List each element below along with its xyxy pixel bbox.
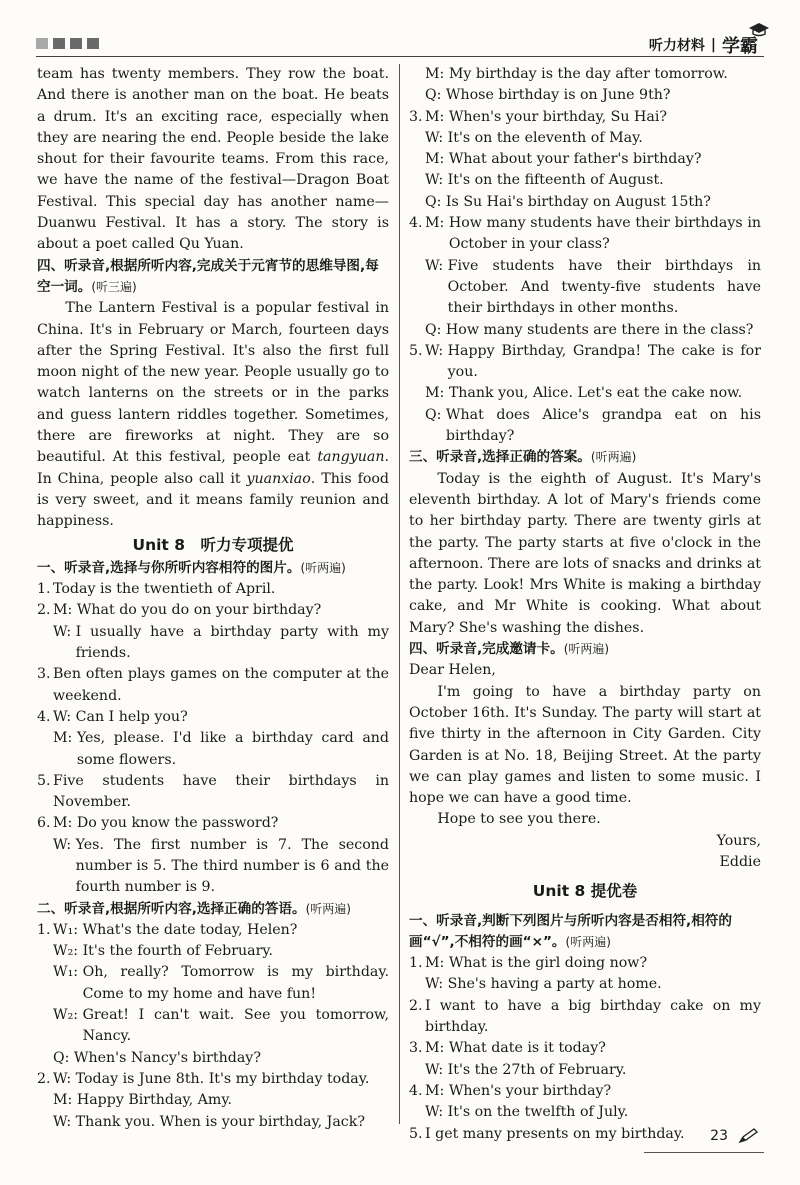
- dialogue-line: [53, 728, 389, 771]
- footer-divider: [644, 1152, 764, 1153]
- dialogue-text: What does Alice's grandpa eat on his birthday?: [445, 406, 761, 445]
- invitation-passage: I'm going to have a birthday party on October 16th. It's Sunday. The party will start at five thirty in the afternoon in City Garden. City Garden is at No. 18, Beijing Street. At the party we can play games and listen to some music. I hope we can have a good time.: [409, 683, 761, 807]
- dialogue-line: [425, 128, 761, 149]
- dialogue-text: Happy Birthday, Grandpa! The cake is for you.: [447, 342, 761, 381]
- dialogue-line: [53, 1048, 389, 1069]
- dialogue-line: [425, 192, 761, 213]
- dialogue-line: [425, 213, 761, 256]
- dialogue-text: When's your birthday?: [448, 1082, 612, 1099]
- speaker-label: W:: [425, 1061, 448, 1078]
- dialogue-text: How many students are there in the class?: [445, 321, 754, 338]
- graduation-cap-icon: [748, 22, 770, 38]
- speaker-label: Q:: [53, 1049, 74, 1066]
- dialogue-line: [425, 341, 761, 384]
- dialogue-text: Is Su Hai's birthday on August 15th?: [445, 193, 711, 210]
- dialogue-text: Happy Birthday, Amy.: [76, 1092, 232, 1109]
- item-number: 1.: [409, 955, 423, 972]
- unit-title-test: Unit 8 提优卷: [532, 882, 638, 901]
- dialogue-line: [425, 953, 761, 974]
- speaker-label: Q:: [425, 193, 446, 210]
- speaker-label: W₁:: [53, 964, 83, 981]
- speaker-label: M:: [425, 108, 449, 125]
- speaker-label: M:: [425, 66, 449, 82]
- mary-birthday-passage: Today is the eighth of August. It's Mary's eleventh birthday. A lot of Mary's friends come to her birthday party. There are twenty girls at the party. The party starts at five o'clock in the afternoon. There are lots of snacks and drinks at the party. Look! Mrs White is making a birthday cake, and Mr White is cooking. What about Mary? She's washing the dishes.: [409, 470, 761, 636]
- speaker-label: M:: [425, 215, 449, 232]
- header-decoration: [36, 38, 99, 49]
- dialogue-line: [53, 813, 389, 834]
- list-item: [409, 1124, 761, 1145]
- speaker-label: W:: [425, 976, 448, 993]
- dialogue-text: How many students have their birthdays in October in your class?: [448, 215, 761, 253]
- list-item: [37, 813, 389, 898]
- section-1-items: [37, 579, 389, 898]
- dialogue-text: What is the girl doing now?: [448, 955, 648, 972]
- dialogue-line: [53, 941, 389, 962]
- dialogue-text: Today is June 8th. It's my birthday today.: [75, 1070, 370, 1087]
- dialogue-line: [425, 320, 761, 341]
- speaker-label: W:: [425, 172, 448, 189]
- speaker-label: M:: [425, 385, 449, 402]
- item-text: I get many presents on my birthday.: [425, 1125, 685, 1142]
- dialogue-line: [53, 600, 389, 621]
- lantern-festival-passage: The Lantern Festival is a popular festival in China. It's in February or March, fourteen days after the Spring Festival. It's also the first full moon night of the new year. People usually go to watch lanterns on the streets or in the parks and guess lantern riddles together. Sometimes, there are fireworks at night. They are so beautiful. At this festival, people eat tangyuan. In China, people also call it yuanxiao. This food is very sweet, and it means family reunion and happiness.: [37, 300, 389, 530]
- dialogue-line: [53, 622, 389, 665]
- section-heading-4-right: 四、听录音,完成邀请卡。(听两遍): [409, 641, 610, 658]
- item-number: 6.: [37, 815, 51, 832]
- section-title: 听力材料: [648, 38, 705, 54]
- dialogue-text: What's the date today, Helen?: [82, 921, 298, 938]
- signoff: Yours,: [716, 832, 761, 849]
- dialogue-text: What about your father's birthday?: [448, 151, 702, 168]
- list-item: [409, 953, 761, 996]
- list-item: 4. M: How many students have their birthdays in October in your class? W: Five students have their birthdays in October. And twenty-five students have their birthdays in other months. Q: How many students are there in the class?: [409, 213, 761, 341]
- speaker-label: M:: [425, 955, 449, 972]
- dialogue-text: She's having a party at home.: [447, 976, 662, 993]
- speaker-label: W:: [425, 129, 448, 146]
- speaker-label: W:: [53, 708, 76, 725]
- list-item: 5. W: Happy Birthday, Grandpa! The cake is for you. M: Thank you, Alice. Let's eat the cake now. Q: What does Alice's grandpa eat on his birthday?: [409, 341, 761, 447]
- item-number: 4.: [37, 708, 51, 725]
- dialogue-text: Oh, really? Tomorrow is my birthday. Come to my home and have fun!: [82, 964, 389, 1002]
- invitation-closing: Hope to see you there.: [437, 811, 601, 828]
- dialogue-line: [425, 256, 761, 320]
- speaker-label: Q:: [425, 87, 446, 104]
- list-item: 3. M: When's your birthday, Su Hai? W: It's on the eleventh of May. M: What about your father's birthday? W: It's on the fifteenth of August. Q: Is Su Hai's birthday on August 15th?: [409, 107, 761, 213]
- speaker-label: M:: [425, 1040, 449, 1057]
- item-text: Five students have their birthdays in November.: [53, 772, 389, 811]
- list-item: 1. W₁: What's the date today, Helen? W₂: It's the fourth of February. W₁: Oh, really? Tomorrow is my birthday. Come to my home and have fun! W₂: Great! I can't wait. See you tomorrow, Nancy. Q: When's Nancy's birthday?: [37, 920, 389, 1069]
- dialogue-text: It's the 27th of February.: [447, 1061, 627, 1078]
- list-item: [409, 1038, 761, 1081]
- dialogue-text: Whose birthday is on June 9th?: [445, 87, 671, 104]
- dialogue-text: Yes. The first number is 7. The second number is 5. The third number is 6 and the fourth number is 9.: [75, 836, 389, 896]
- section-heading-4: 四、听录音,根据所听内容,完成关于元宵节的思维导图,每空一词。(听三遍): [37, 257, 379, 295]
- list-item: [409, 996, 761, 1039]
- dialogue-text: Thank you. When is your birthday, Jack?: [75, 1113, 365, 1130]
- dialogue-text: When's your birthday, Su Hai?: [448, 108, 668, 125]
- speaker-label: W:: [425, 1104, 448, 1121]
- list-item: [37, 579, 389, 600]
- section-heading-2: 二、听录音,根据所听内容,选择正确的答语。(听两遍): [37, 900, 351, 917]
- brand-logo: 学霸: [722, 36, 758, 57]
- dialogue-line: [425, 1081, 761, 1102]
- header-title: 听力材料 | 学霸: [649, 32, 758, 58]
- speaker-label: M:: [425, 1082, 449, 1099]
- dialogue-line: [53, 1069, 389, 1090]
- dialogue-line: [425, 405, 761, 448]
- speaker-label: W₂:: [53, 943, 83, 960]
- dialogue-text: What do you do on your birthday?: [76, 602, 322, 619]
- left-column: [37, 64, 389, 1133]
- page-footer: [710, 1128, 760, 1144]
- item-number: 2.: [37, 602, 51, 619]
- item-number: 1.: [37, 581, 51, 598]
- dialogue-line: [53, 962, 389, 1005]
- speaker-label: Q:: [425, 321, 446, 338]
- dialogue-line: [425, 383, 761, 404]
- list-item: [37, 771, 389, 814]
- speaker-label: Q:: [425, 406, 446, 423]
- page-number: 23: [710, 1128, 728, 1144]
- salutation: Dear Helen,: [409, 662, 496, 679]
- dialogue-line: [425, 107, 761, 128]
- right-column: [409, 64, 761, 1145]
- item-number: 5.: [409, 1125, 423, 1142]
- dialogue-text: Thank you, Alice. Let's eat the cake now.: [448, 385, 743, 402]
- speaker-label: M:: [53, 815, 77, 832]
- speaker-label: M:: [53, 1092, 77, 1109]
- item-number: 4.: [409, 1082, 423, 1099]
- speaker-label: W₂:: [53, 1007, 83, 1024]
- test-items: [409, 953, 761, 1145]
- dialogue-line: [425, 1102, 761, 1123]
- dialogue-text: It's on the twelfth of July.: [447, 1104, 629, 1121]
- list-item: [409, 1081, 761, 1124]
- item-text: I want to have a big birthday cake on my birthday.: [425, 997, 761, 1036]
- section-heading-5: 一、听录音,判断下列图片与所听内容是否相符,相符的画“√”,不相符的画“×”。(听两遍): [409, 912, 732, 950]
- dialogue-line: [53, 707, 389, 728]
- page-header: [0, 0, 800, 62]
- dialogue-line: [425, 64, 761, 85]
- dialogue-line: [53, 1090, 389, 1111]
- dialogue-text: Can I help you?: [75, 708, 188, 725]
- item-number: 3.: [37, 666, 51, 683]
- unit-title: Unit 8 听力专项提优: [132, 535, 294, 554]
- dialogue-text: Great! I can't wait. See you tomorrow, Nancy.: [82, 1007, 389, 1045]
- list-item: [37, 664, 389, 707]
- section-heading-1: 一、听录音,选择与你所听内容相符的图片。(听两遍): [37, 559, 346, 576]
- pencil-icon: [738, 1128, 760, 1144]
- dialogue-line: [425, 85, 761, 106]
- dialogue-text: It's the fourth of February.: [82, 943, 274, 960]
- dialogue-line: [53, 920, 389, 941]
- speaker-label: W:: [53, 1070, 76, 1087]
- speaker-label: M:: [53, 730, 77, 747]
- column-divider: [399, 64, 400, 1124]
- dialogue-line: [425, 170, 761, 191]
- dialogue-text: Yes, please. I'd like a birthday card and some flowers.: [76, 730, 389, 768]
- signature-name: Eddie: [719, 853, 761, 870]
- list-item: [37, 600, 389, 664]
- dialogue-line: [425, 1060, 761, 1081]
- dragon-boat-passage: team has twenty members. They row the boat. And there is another man on the boat. He beats a drum. It's an exciting race, especially when they are nearing the end. People beside the lake shout for their favourite teams. From this race, we have the name of the festival—Dragon Boat Festival. This special day has another name—Duanwu Festival. It has a story. The story is about a poet called Qu Yuan.: [37, 66, 389, 253]
- speaker-label: W:: [425, 257, 448, 274]
- dialogue-text: Do you know the password?: [76, 815, 279, 832]
- header-divider: [36, 56, 764, 57]
- speaker-label: W₁:: [53, 921, 83, 938]
- speaker-label: M:: [425, 151, 449, 168]
- dialogue-text: Five students have their birthdays in October. And twenty-five students have their birthdays in other months.: [447, 257, 761, 317]
- dialogue-text: My birthday is the day after tomorrow.: [448, 66, 728, 82]
- item-number: 3.: [409, 1040, 423, 1057]
- dialogue-line: [425, 1038, 761, 1059]
- speaker-label: W:: [53, 836, 76, 853]
- list-item: 2. W: Today is June 8th. It's my birthday today. M: Happy Birthday, Amy. W: Thank you. When is your birthday, Jack?: [37, 1069, 389, 1133]
- dialogue-text: What date is it today?: [448, 1040, 606, 1057]
- dialogue-text: I usually have a birthday party with my friends.: [75, 623, 389, 662]
- dialogue-line: [53, 835, 389, 899]
- list-item: [37, 707, 389, 771]
- speaker-label: W:: [425, 342, 448, 359]
- question-2-continued: [409, 64, 761, 107]
- item-number: 5.: [37, 772, 51, 789]
- section-heading-3: 三、听录音,选择正确的答案。(听两遍): [409, 449, 637, 466]
- dialogue-line: [53, 1112, 389, 1133]
- dialogue-line: [53, 1005, 389, 1048]
- speaker-label: M:: [53, 602, 77, 619]
- item-text: Ben often plays games on the computer at the weekend.: [53, 666, 389, 704]
- item-number: 2.: [409, 997, 423, 1014]
- dialogue-text: When's Nancy's birthday?: [73, 1049, 261, 1066]
- dialogue-line: [425, 149, 761, 170]
- item-text: Today is the twentieth of April.: [53, 581, 276, 598]
- dialogue-line: [425, 974, 761, 995]
- speaker-label: W:: [53, 1113, 76, 1130]
- speaker-label: W:: [53, 623, 76, 640]
- dialogue-text: It's on the eleventh of May.: [447, 129, 643, 146]
- dialogue-text: It's on the fifteenth of August.: [447, 172, 664, 189]
